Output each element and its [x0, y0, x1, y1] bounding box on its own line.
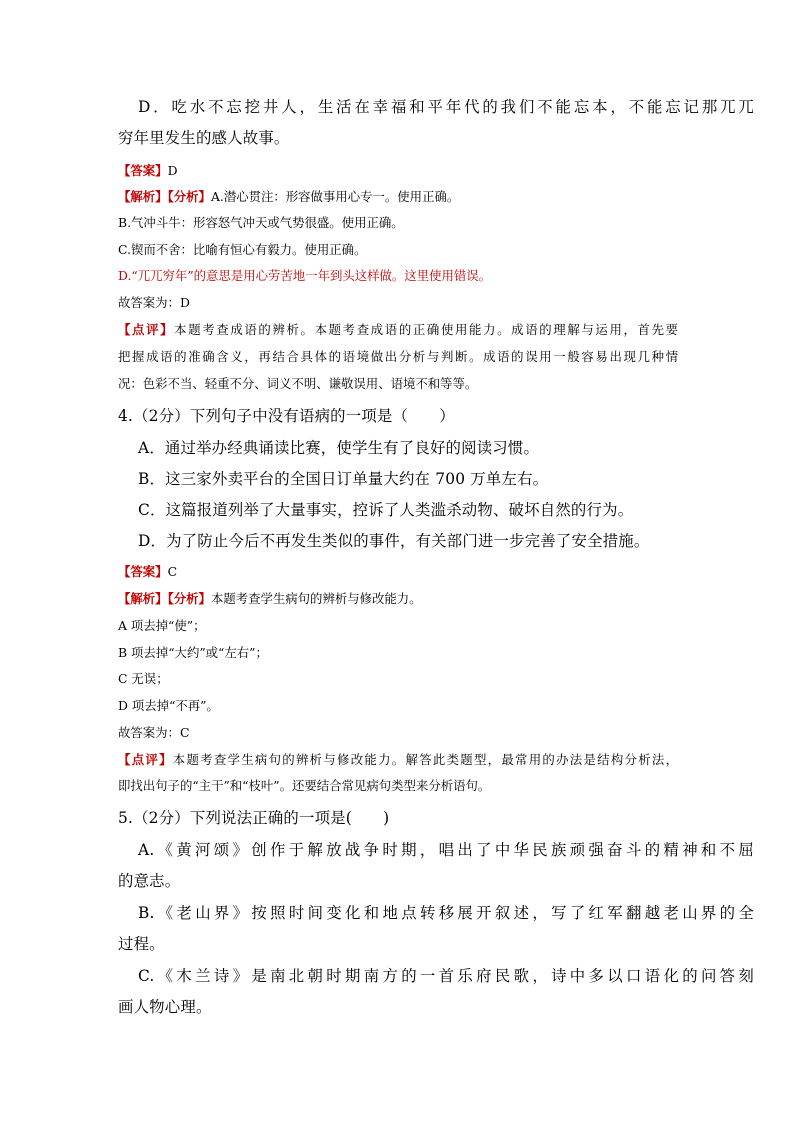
q5-option-c-line2: 画人物心理。: [118, 998, 212, 1016]
analysis-tag: 【分析】: [167, 189, 211, 204]
comment-tag: 【点评】: [118, 752, 173, 767]
comment-text: 本题考查成语的辨析。本题考查成语的正确使用能力。成语的理解与运用，首先要: [174, 322, 679, 337]
q3-analysis-line-b: B.气冲斗牛：形容怒气冲天或气势很盛。使用正确。: [118, 215, 404, 230]
q5-option-a-line1: A.《黄河颂》创作于解放战争时期，唱出了中华民族顽强奋斗的精神和不屈: [138, 841, 754, 859]
q4-analysis-intro: [118, 589, 422, 607]
q4-answer: [118, 562, 177, 580]
answer-tag: 【答案】: [118, 163, 168, 178]
q4-stem: 4.（2分）下列句子中没有语病的一项是（ ）: [118, 407, 455, 425]
q3-comment-line1: [118, 320, 678, 338]
answer-tag: 【答案】: [118, 564, 168, 579]
q4-comment-line1: [118, 750, 678, 768]
q4-comment-line2: 即找出句子的“主干”和“枝叶”。还要结合常见病句类型来分析语句。: [118, 778, 491, 793]
q3-comment-line3: 况：色彩不当、轻重不分、词义不明、谦敬误用、语境不和等等。: [118, 376, 478, 391]
analysis-text: 本题考查学生病句的辨析与修改能力。: [210, 591, 422, 606]
q4-analysis-line-a: A 项去掉“使”；: [118, 618, 206, 633]
q5-option-a-line2: 的意志。: [118, 872, 181, 890]
q4-option-b: B．这三家外卖平台的全国日订单量大约在 700 万单左右。: [138, 470, 549, 488]
answer-value: D: [167, 163, 178, 178]
comment-text: 本题考查学生病句的辨析与修改能力。解答此类题型，最常用的办法是结构分析法，: [172, 752, 679, 767]
comment-tag: 【点评】: [118, 322, 175, 337]
analysis-tag: 【解析】: [118, 189, 168, 204]
q3-conclusion: 故答案为：D: [118, 295, 190, 310]
answer-value: C: [167, 564, 178, 579]
q4-option-a: A．通过举办经典诵读比赛，使学生有了良好的阅读习惯。: [138, 439, 540, 457]
q3-analysis-line-d: D.“兀兀穷年”的意思是用心劳苦地一年到头这样做。这里使用错误。: [118, 268, 492, 283]
q3-option-d-line2: 穷年里发生的感人故事。: [118, 129, 290, 147]
q4-analysis-line-c: C 无误；: [118, 671, 169, 686]
q3-answer: [118, 161, 178, 179]
q4-analysis-line-d: D 项去掉“不再”。: [118, 698, 219, 713]
q4-analysis-line-b: B 项去掉“大约”或“左右”；: [118, 645, 268, 660]
analysis-tag: 【分析】: [167, 591, 211, 606]
q4-option-d: D．为了防止今后不再发生类似的事件，有关部门进一步完善了安全措施。: [138, 532, 650, 550]
q3-option-d-line1: D．吃水不忘挖井人，生活在幸福和平年代的我们不能忘本，不能忘记那兀兀: [138, 98, 754, 116]
q3-analysis-line-c: C.锲而不舍：比喻有恒心有毅力。使用正确。: [118, 242, 367, 257]
analysis-tag: 【解析】: [118, 591, 168, 606]
q4-option-c: C．这篇报道列举了大量事实，控诉了人类滥杀动物、破坏自然的行为。: [138, 501, 634, 519]
q5-stem: 5.（2分）下列说法正确的一项是( ): [118, 809, 390, 827]
q5-option-b-line1: B.《老山界》按照时间变化和地点转移展开叙述，写了红军翻越老山界的全: [138, 904, 754, 922]
q5-option-c-line1: C.《木兰诗》是南北朝时期南方的一首乐府民歌，诗中多以口语化的问答刻: [138, 967, 754, 985]
q3-analysis-line-a: [118, 187, 459, 205]
q4-conclusion: 故答案为：C: [118, 725, 190, 740]
analysis-text: A.潜心贯注：形容做事用心专一。使用正确。: [210, 189, 460, 204]
q5-option-b-line2: 过程。: [118, 935, 165, 953]
q3-comment-line2: 把握成语的准确含义，再结合具体的语境做出分析与判断。成语的误用一般容易出现几种情: [118, 349, 678, 364]
